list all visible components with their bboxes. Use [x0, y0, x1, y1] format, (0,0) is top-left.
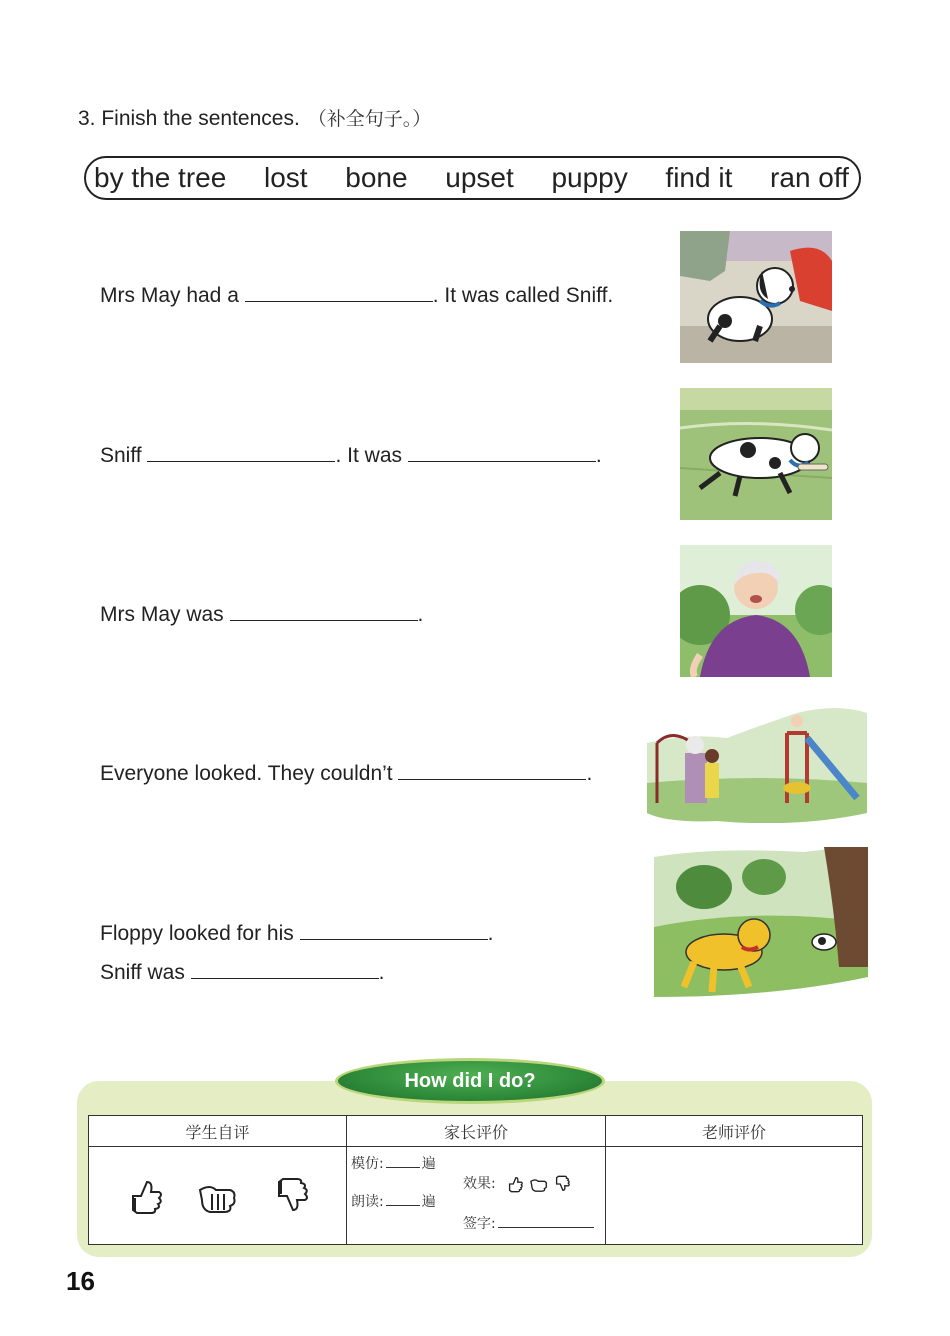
teacher-cell[interactable]	[606, 1147, 863, 1245]
sentence-2	[100, 443, 602, 468]
word-bank-item: find it	[665, 162, 733, 193]
small-thumbs-up-icon[interactable]	[506, 1175, 524, 1193]
word-bank-item: lost	[264, 162, 308, 193]
effect-row	[463, 1173, 571, 1193]
sentence-text: Mrs May was	[100, 603, 230, 626]
answer-blank[interactable]	[408, 443, 596, 462]
sentence-text: Floppy looked for his	[100, 922, 300, 945]
col-teacher: 老师评价	[606, 1116, 863, 1147]
imitate-label: 模仿:	[351, 1156, 384, 1172]
col-student: 学生自评	[89, 1116, 347, 1147]
sentence-1	[100, 283, 613, 308]
signature-blank[interactable]	[498, 1215, 594, 1228]
exercise-title-en: 3. Finish the sentences.	[78, 107, 300, 130]
thumbs-up-icon[interactable]	[125, 1176, 165, 1216]
answer-blank[interactable]	[245, 283, 433, 302]
page-number: 16	[66, 1266, 95, 1296]
illustration-mrs-may-upset	[680, 545, 832, 677]
illustration-dog-running-with-bone	[680, 388, 832, 520]
imitate-row	[351, 1153, 436, 1173]
read-blank[interactable]	[386, 1193, 420, 1206]
word-bank-item: ran off	[770, 162, 849, 193]
exercise-title-cn: （补全句子。）	[307, 108, 432, 130]
word-bank-item: by the tree	[94, 162, 227, 193]
sentence-4	[100, 761, 592, 786]
sentence-text: .	[595, 444, 602, 467]
sentence-text: . It was called Sniff.	[432, 284, 614, 307]
times-label: 遍	[421, 1156, 436, 1172]
small-thumbs-down-icon[interactable]	[553, 1175, 571, 1193]
small-ok-hand-icon[interactable]	[529, 1175, 549, 1193]
exercise-title	[78, 104, 431, 131]
illustration-floppy-finds-sniff	[654, 847, 868, 997]
sentence-text: .	[487, 922, 494, 945]
word-bank-item: puppy	[551, 162, 628, 193]
signature-label: 签字:	[463, 1216, 496, 1232]
student-cell	[89, 1147, 347, 1245]
imitate-blank[interactable]	[386, 1155, 420, 1168]
sentence-text: Sniff	[100, 444, 148, 467]
word-bank-item: bone	[345, 162, 408, 193]
sentence-text: Everyone looked. They couldn’t	[100, 762, 399, 785]
answer-blank[interactable]	[147, 443, 335, 462]
answer-blank[interactable]	[300, 921, 488, 940]
sentence-5	[100, 921, 493, 946]
times-label: 遍	[421, 1194, 436, 1210]
sentence-text: . It was	[335, 444, 408, 467]
read-row	[351, 1191, 436, 1211]
ok-hand-icon[interactable]	[196, 1176, 240, 1216]
sentence-text: Sniff was	[100, 961, 191, 984]
read-label: 朗读:	[351, 1194, 384, 1210]
evaluation-table	[88, 1115, 863, 1245]
illustration-park-playground	[647, 703, 867, 823]
sentence-3	[100, 602, 423, 627]
effect-label: 效果:	[463, 1176, 496, 1192]
word-bank	[84, 156, 861, 200]
sentence-text: Mrs May had a	[100, 284, 245, 307]
answer-blank[interactable]	[230, 602, 418, 621]
thumbs-down-icon[interactable]	[271, 1176, 311, 1216]
parent-cell	[347, 1147, 606, 1245]
sentence-text: .	[586, 762, 593, 785]
answer-blank[interactable]	[398, 761, 586, 780]
sentence-text: .	[378, 961, 385, 984]
sentence-6	[100, 960, 385, 985]
answer-blank[interactable]	[191, 960, 379, 979]
illustration-puppy-with-mrs-may	[680, 231, 832, 363]
evaluation-heading: How did I do?	[335, 1058, 605, 1104]
sentence-text: .	[417, 603, 424, 626]
signature-row	[463, 1213, 596, 1233]
word-bank-item: upset	[445, 162, 514, 193]
col-parent: 家长评价	[347, 1116, 606, 1147]
